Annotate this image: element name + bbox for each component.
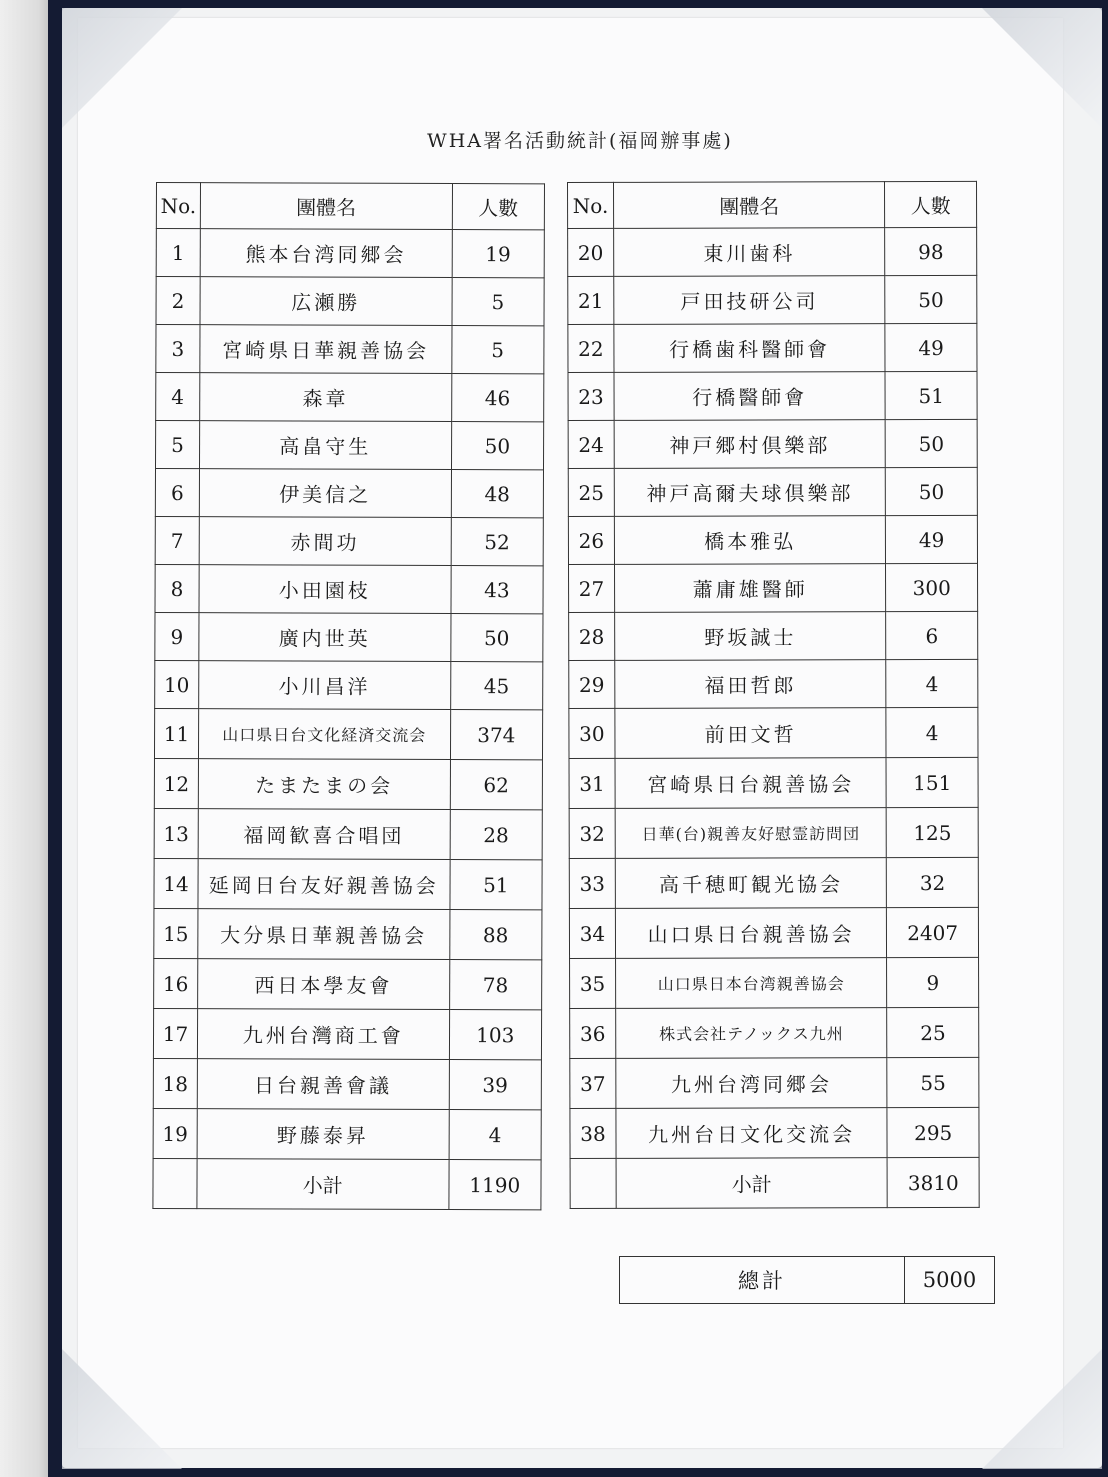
table-row xyxy=(568,227,977,276)
row-signature-count: 25 xyxy=(887,1007,979,1057)
grand-total-value: 5000 xyxy=(905,1257,995,1304)
grand-total-label: 總計 xyxy=(620,1257,905,1304)
row-group-name: 高畠守生 xyxy=(199,421,451,470)
row-signature-count: 51 xyxy=(885,371,977,419)
table-row xyxy=(156,229,544,278)
row-signature-count: 45 xyxy=(450,662,543,710)
table-header-row xyxy=(156,183,544,230)
row-group-name: 神戸郷村倶樂部 xyxy=(614,420,886,469)
roster-table-right xyxy=(567,181,980,1209)
row-signature-count: 5 xyxy=(451,326,544,374)
row-number: 9 xyxy=(155,612,199,660)
row-signature-count: 6 xyxy=(886,611,978,659)
row-signature-count: 50 xyxy=(450,614,543,662)
row-signature-count: 39 xyxy=(449,1060,542,1110)
row-group-name: 高千穂町観光協会 xyxy=(615,858,887,909)
header-count: 人數 xyxy=(452,184,545,230)
left-page-edge xyxy=(0,0,55,1477)
row-number: 22 xyxy=(568,324,614,372)
table-row xyxy=(570,1057,979,1108)
row-group-name: 西日本學友會 xyxy=(198,959,450,1010)
row-signature-count: 51 xyxy=(450,860,543,910)
row-signature-count: 50 xyxy=(885,275,977,323)
header-name: 團體名 xyxy=(613,182,885,229)
table-row xyxy=(154,708,542,759)
row-group-name: 赤間功 xyxy=(199,517,451,566)
row-group-name: 山口県日台文化経済交流会 xyxy=(198,709,450,760)
row-number: 36 xyxy=(570,1008,616,1058)
row-number: 2 xyxy=(156,277,200,325)
row-group-name: 野坂誠士 xyxy=(615,612,887,661)
row-group-name: たまたまの会 xyxy=(198,759,450,810)
row-number: 32 xyxy=(569,808,615,858)
table-row xyxy=(568,515,977,564)
table-row xyxy=(154,808,542,859)
row-number: 18 xyxy=(153,1058,197,1108)
row-group-name: 九州台日文化交流会 xyxy=(616,1108,888,1159)
row-number: 27 xyxy=(569,564,615,612)
row-group-name: 広瀬勝 xyxy=(200,277,452,326)
table-row xyxy=(569,659,978,708)
row-signature-count: 4 xyxy=(886,659,978,707)
table-row xyxy=(156,325,544,374)
table-row xyxy=(569,757,978,808)
table-row xyxy=(154,958,542,1009)
row-group-name: 橋本雅弘 xyxy=(614,516,886,565)
header-name: 團體名 xyxy=(200,183,452,230)
row-group-name: 九州台湾同郷会 xyxy=(616,1058,888,1109)
row-signature-count: 78 xyxy=(449,960,542,1010)
row-number: 23 xyxy=(568,372,614,420)
row-signature-count: 52 xyxy=(451,518,544,566)
row-signature-count: 88 xyxy=(449,910,542,960)
row-number: 3 xyxy=(156,325,200,373)
row-signature-count: 28 xyxy=(450,810,543,860)
table-row xyxy=(568,323,977,372)
row-number: 5 xyxy=(155,421,199,469)
row-group-name: 神戸高爾夫球倶樂部 xyxy=(614,468,886,517)
row-number: 21 xyxy=(568,276,614,324)
subtotal-label: 小計 xyxy=(197,1159,449,1210)
row-signature-count: 49 xyxy=(885,323,977,371)
row-group-name: 廣内世英 xyxy=(199,613,451,662)
row-signature-count: 50 xyxy=(451,422,544,470)
row-group-name: 延岡日台友好親善協会 xyxy=(198,859,450,910)
row-group-name: 山口県日本台湾親善協会 xyxy=(615,958,887,1009)
table-row xyxy=(153,1008,541,1059)
row-number: 8 xyxy=(155,564,199,612)
table-row xyxy=(155,421,543,470)
row-signature-count: 48 xyxy=(451,470,544,518)
row-signature-count: 2407 xyxy=(887,907,979,957)
row-signature-count: 50 xyxy=(886,419,978,467)
table-row xyxy=(155,564,543,613)
subtotal-value: 1190 xyxy=(448,1160,541,1210)
table-row xyxy=(153,1058,541,1109)
row-group-name: 福岡歓喜合唱団 xyxy=(198,809,450,860)
row-group-name: 東川歯科 xyxy=(614,228,886,277)
row-number: 24 xyxy=(568,420,614,468)
row-group-name: 宮崎県日台親善協会 xyxy=(615,758,887,809)
row-group-name: 宮崎県日華親善協会 xyxy=(200,325,452,374)
table-row xyxy=(155,469,543,518)
row-number: 11 xyxy=(154,708,198,758)
subtotal-blank xyxy=(570,1158,616,1208)
row-group-name: 山口県日台親善協会 xyxy=(615,908,887,959)
row-signature-count: 9 xyxy=(887,957,979,1007)
table-header-row xyxy=(568,181,977,228)
row-number: 1 xyxy=(156,229,200,277)
row-signature-count: 19 xyxy=(452,230,545,278)
row-signature-count: 295 xyxy=(887,1107,979,1157)
table-row xyxy=(568,419,977,468)
row-group-name: 森章 xyxy=(200,373,452,422)
row-signature-count: 62 xyxy=(450,760,543,810)
subtotal-row xyxy=(153,1158,541,1209)
row-group-name: 前田文哲 xyxy=(615,708,887,759)
row-number: 4 xyxy=(156,373,200,421)
row-signature-count: 5 xyxy=(452,278,545,326)
row-number: 10 xyxy=(155,660,199,708)
row-number: 29 xyxy=(569,660,615,708)
row-signature-count: 125 xyxy=(887,807,979,857)
row-number: 19 xyxy=(153,1108,197,1158)
row-number: 14 xyxy=(154,858,198,908)
row-group-name: 小田園枝 xyxy=(199,565,451,614)
table-row xyxy=(569,611,978,660)
row-signature-count: 374 xyxy=(450,710,543,760)
row-group-name: 日華(台)親善友好慰霊訪問団 xyxy=(615,808,887,859)
subtotal-value: 3810 xyxy=(887,1157,979,1207)
table-row xyxy=(154,908,542,959)
row-number: 33 xyxy=(569,858,615,908)
row-number: 38 xyxy=(570,1108,616,1158)
subtotal-blank xyxy=(153,1158,197,1208)
table-row xyxy=(155,612,543,661)
row-group-name: 大分県日華親善協会 xyxy=(198,909,450,960)
row-group-name: 日台親善會議 xyxy=(197,1059,449,1110)
table-row xyxy=(569,563,978,612)
row-number: 15 xyxy=(154,908,198,958)
row-group-name: 行橋醫師會 xyxy=(614,372,886,421)
table-row xyxy=(569,807,978,858)
row-group-name: 株式会社テノックス九州 xyxy=(616,1008,888,1059)
table-row xyxy=(153,1108,541,1159)
table-row xyxy=(154,758,542,809)
row-signature-count: 32 xyxy=(887,857,979,907)
row-group-name: 九州台灣商工會 xyxy=(197,1009,449,1060)
row-number: 35 xyxy=(570,958,616,1008)
row-signature-count: 50 xyxy=(886,467,978,515)
row-group-name: 小川昌洋 xyxy=(199,661,451,710)
table-row xyxy=(154,858,542,909)
table-row xyxy=(568,467,977,516)
table-row xyxy=(569,907,978,958)
row-signature-count: 4 xyxy=(449,1110,542,1160)
row-number: 7 xyxy=(155,516,199,564)
table-row xyxy=(568,371,977,420)
row-number: 13 xyxy=(154,808,198,858)
row-signature-count: 43 xyxy=(451,566,544,614)
table-row xyxy=(156,373,544,422)
row-signature-count: 4 xyxy=(886,707,978,757)
row-number: 37 xyxy=(570,1058,616,1108)
row-signature-count: 98 xyxy=(885,227,977,275)
row-number: 30 xyxy=(569,708,615,758)
row-group-name: 野藤泰昇 xyxy=(197,1109,449,1160)
table-row xyxy=(569,857,978,908)
subtotal-label: 小計 xyxy=(616,1158,888,1209)
row-number: 34 xyxy=(569,908,615,958)
document-title: WHA署名活動統計(福岡辦事處) xyxy=(427,130,733,152)
row-number: 26 xyxy=(568,516,614,564)
subtotal-row xyxy=(570,1157,979,1208)
header-no: No. xyxy=(568,182,614,228)
row-group-name: 蕭庸雄醫師 xyxy=(614,564,886,613)
row-number: 6 xyxy=(155,469,199,517)
row-group-name: 伊美信之 xyxy=(199,469,451,518)
row-number: 16 xyxy=(154,958,198,1008)
row-number: 31 xyxy=(569,758,615,808)
row-group-name: 福田哲郎 xyxy=(615,660,887,709)
table-row xyxy=(570,957,979,1008)
header-no: No. xyxy=(156,183,200,229)
header-count: 人數 xyxy=(885,181,977,227)
row-group-name: 熊本台湾同郷会 xyxy=(200,229,452,278)
row-number: 17 xyxy=(153,1008,197,1058)
table-row xyxy=(155,516,543,565)
row-signature-count: 300 xyxy=(886,563,978,611)
row-number: 28 xyxy=(569,612,615,660)
row-number: 12 xyxy=(154,758,198,808)
table-row xyxy=(569,707,978,758)
table-row xyxy=(156,277,544,326)
row-signature-count: 49 xyxy=(886,515,978,563)
row-signature-count: 151 xyxy=(886,757,978,807)
row-signature-count: 46 xyxy=(451,374,544,422)
row-number: 25 xyxy=(568,468,614,516)
table-row xyxy=(568,275,977,324)
table-row xyxy=(155,660,543,709)
table-row xyxy=(570,1007,979,1058)
row-signature-count: 55 xyxy=(887,1057,979,1107)
grand-total-box xyxy=(619,1256,995,1304)
row-signature-count: 103 xyxy=(449,1010,542,1060)
row-group-name: 戸田技研公司 xyxy=(614,276,886,325)
row-number: 20 xyxy=(568,228,614,276)
roster-table-left xyxy=(152,182,545,1210)
row-group-name: 行橋歯科醫師會 xyxy=(614,324,886,373)
table-row xyxy=(570,1107,979,1158)
